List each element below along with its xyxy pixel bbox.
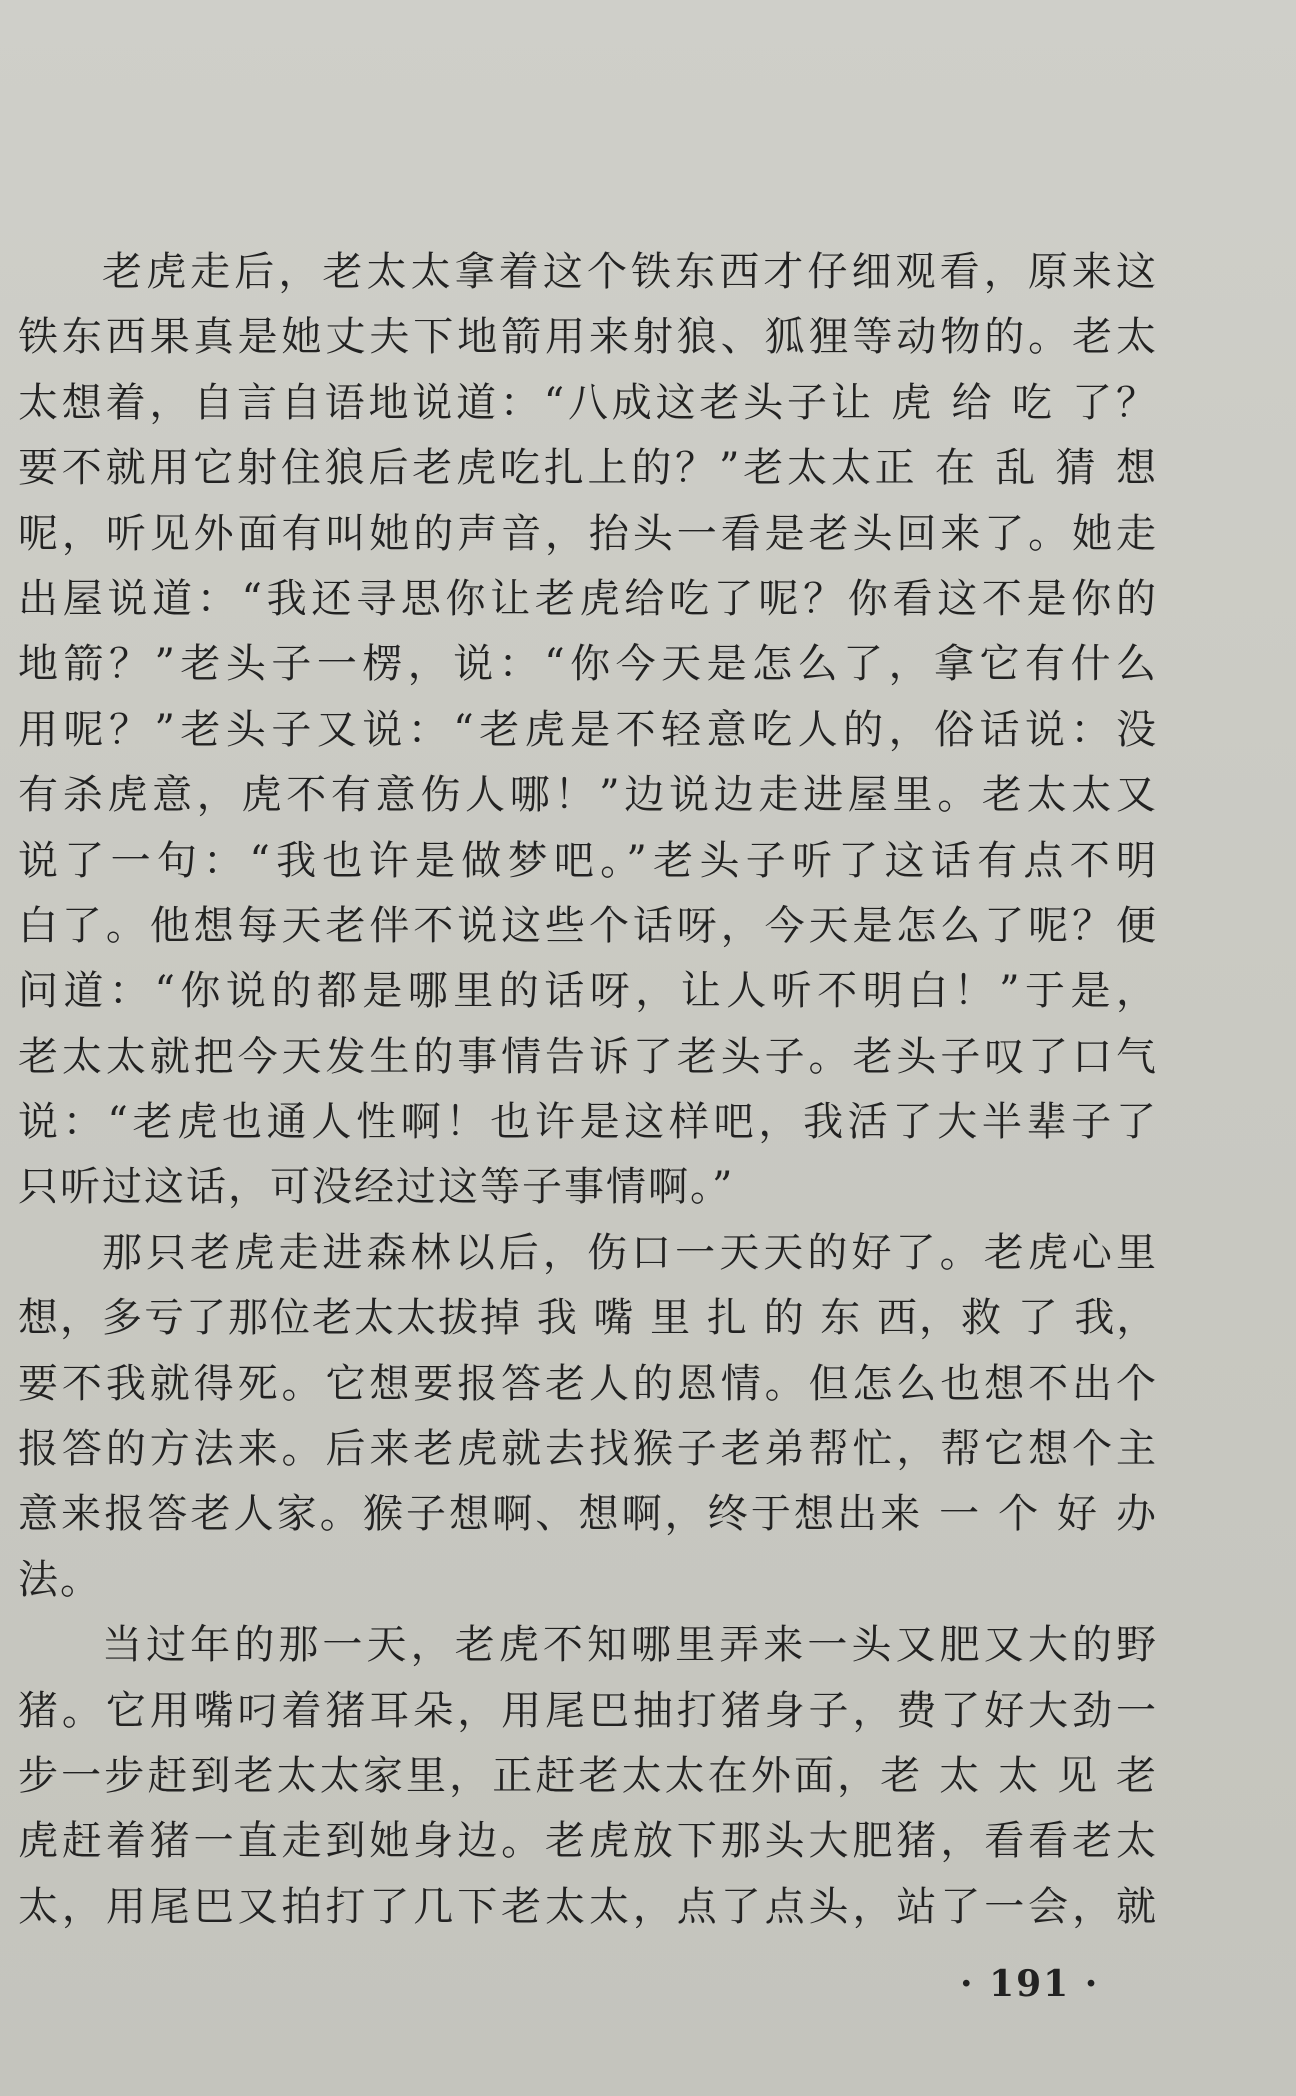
text-line: 猪。它用嘴叼着猪耳朵，用尾巴抽打猪身子，费了好大劲一 — [18, 1687, 1158, 1734]
text-line: 老虎走后，老太太拿着这个铁东西才仔细观看，原来这 — [102, 249, 1158, 295]
text-line: 想，多亏了那位老太太拔掉 我 嘴 里 扎 的 东 西，救 了 我， — [18, 1295, 1159, 1342]
text-line: 只听过这话，可没经过这等子事情啊。” — [18, 1164, 735, 1211]
text-line: 老太太就把今天发生的事情告诉了老头子。老头子叹了口气 — [18, 1033, 1158, 1080]
text-line: 用呢？”老头子又说：“老虎是不轻意吃人的，俗话说：没 — [18, 706, 1158, 753]
text-line: 地箭？”老头子一楞，说：“你今天是怎么了，拿它有什么 — [18, 641, 1158, 688]
text-line: 虎赶着猪一直走到她身边。老虎放下那头大肥猪，看看老太 — [18, 1818, 1158, 1865]
text-line: 步一步赶到老太太家里，正赶老太太在外面，老 太 太 见 老 — [18, 1752, 1158, 1799]
text-line: 当过年的那一天，老虎不知哪里弄来一头又肥又大的野 — [102, 1622, 1158, 1669]
text-line: 太，用尾巴又拍打了几下老太太，点了点头，站了一会，就 — [18, 1883, 1158, 1930]
text-line: 要不我就得死。它想要报答老人的恩情。但怎么也想不出个 — [18, 1360, 1158, 1407]
text-line: 铁东西果真是她丈夫下地箭用来射狼、狐狸等动物的。老太 — [18, 314, 1158, 361]
text-line: 说：“老虎也通人性啊！也许是这样吧，我活了大半辈子了 — [18, 1099, 1158, 1146]
text-line: 有杀虎意，虎不有意伤人哪！”边说边走进屋里。老太太又 — [18, 772, 1158, 819]
text-line: 报答的方法来。后来老虎就去找猴子老弟帮忙，帮它想个主 — [18, 1426, 1158, 1473]
text-line: 意来报答老人家。猴子想啊、想啊，终于想出来 一 个 好 办 — [18, 1491, 1158, 1538]
text-line: 说了一句：“我也许是做梦吧。”老头子听了这话有点不明 — [18, 837, 1158, 884]
text-line: 出屋说道：“我还寻思你让老虎给吃了呢？你看这不是你的 — [18, 575, 1158, 622]
body-text — [18, 240, 1158, 1940]
text-line: 太想着，自言自语地说道：“八成这老头子让 虎 给 吃 了？ — [18, 379, 1158, 426]
page-number: · 191 · — [960, 1963, 1100, 2005]
text-line: 呢，听见外面有叫她的声音，抬头一看是老头回来了。她走 — [18, 510, 1158, 557]
text-line: 法。 — [18, 1556, 102, 1603]
text-line: 那只老虎走进森林以后，伤口一天天的好了。老虎心里 — [102, 1229, 1158, 1276]
text-line: 要不就用它射住狼后老虎吃扎上的？”老太太正 在 乱 猜 想 — [18, 445, 1158, 492]
text-line: 白了。他想每天老伴不说这些个话呀，今天是怎么了呢？便 — [18, 902, 1158, 949]
text-line: 问道：“你说的都是哪里的话呀，让人听不明白！”于是， — [18, 968, 1158, 1015]
